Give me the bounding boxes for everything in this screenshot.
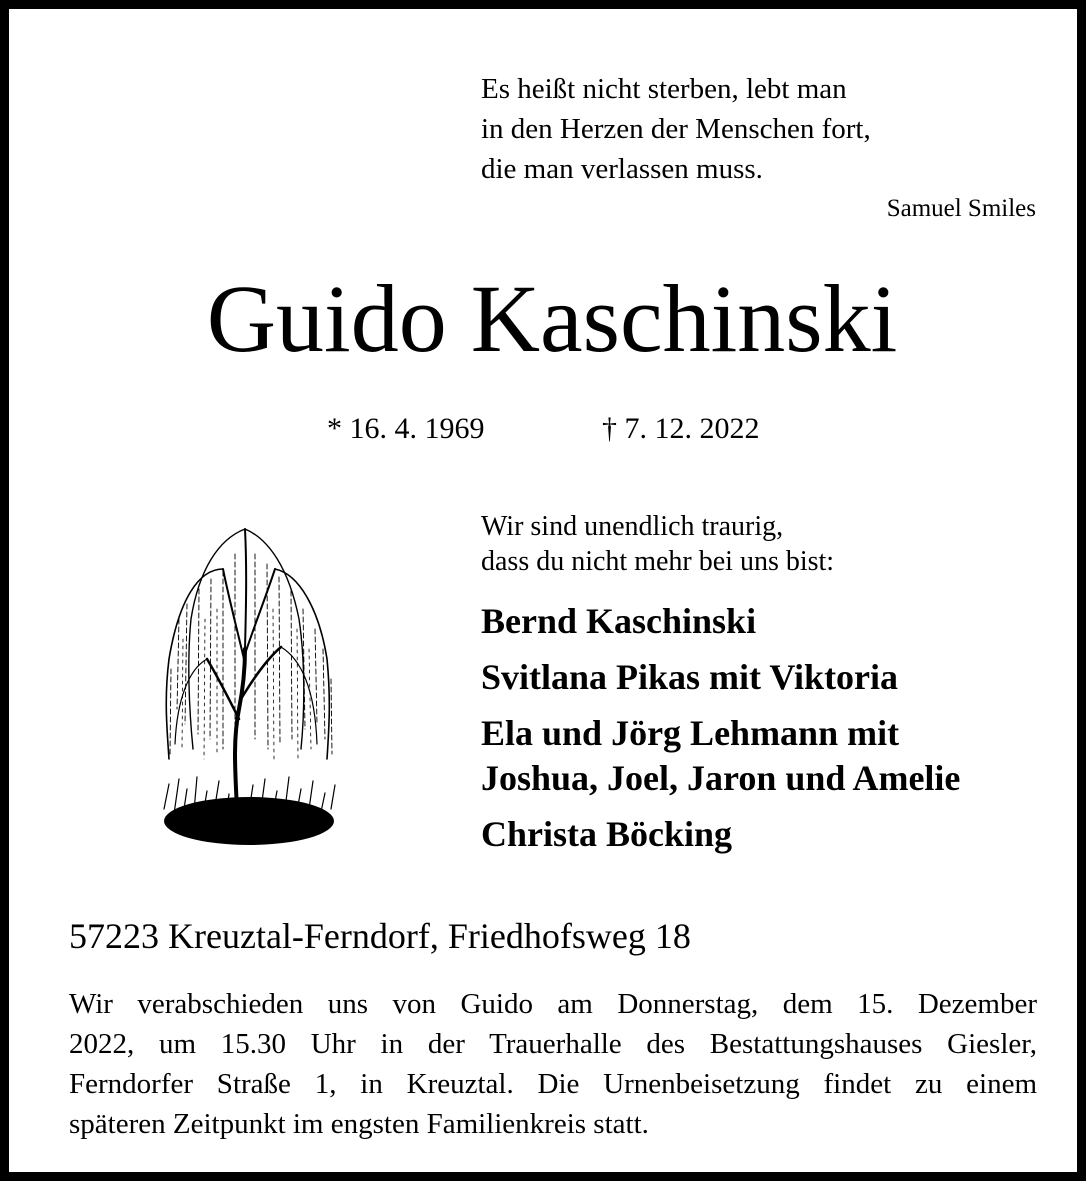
mourners-list [481,599,1061,857]
memorial-quote [481,69,1041,189]
grief-line: dass du nicht mehr bei uns bist: [481,546,835,577]
notice-line: Ferndorfer Straße 1, in Kreuztal. Die Urnenbeisetzung findet zu einem [69,1068,1037,1100]
notice-line: späteren Zeitpunkt im engsten Familienkreis statt. [69,1108,649,1140]
quote-line: die man verlassen muss. [481,153,763,185]
mourner-name: Bernd Kaschinski [481,601,757,641]
weeping-willow-icon [149,509,349,854]
death-date: † 7. 12. 2022 [602,412,760,445]
mourner-name: Joshua, Joel, Jaron und Amelie [481,758,961,798]
family-address: 57223 Kreuztal-Ferndorf, Friedhofsweg 18 [69,916,691,956]
deceased-name: Guido Kaschinski [206,265,898,372]
mourner-name: Christa Böcking [481,814,733,854]
birth-date: * 16. 4. 1969 [327,412,485,445]
quote-line: in den Herzen der Menschen fort, [481,113,871,145]
notice-line: 2022, um 15.30 Uhr in der Trauerhalle des Bestattungshauses Giesler, [69,1028,1037,1060]
mourner-name: Ela und Jörg Lehmann mit [481,713,900,753]
funeral-notice [69,984,1037,1144]
notice-line: Wir verabschieden uns von Guido am Donnerstag, dem 15. Dezember [69,988,1037,1020]
grief-statement [481,509,1041,579]
mourner-name: Svitlana Pikas mit Viktoria [481,657,899,697]
quote-line: Es heißt nicht sterben, lebt man [481,73,847,105]
grief-line: Wir sind unendlich traurig, [481,511,784,542]
quote-author: Samuel Smiles [886,195,1036,222]
